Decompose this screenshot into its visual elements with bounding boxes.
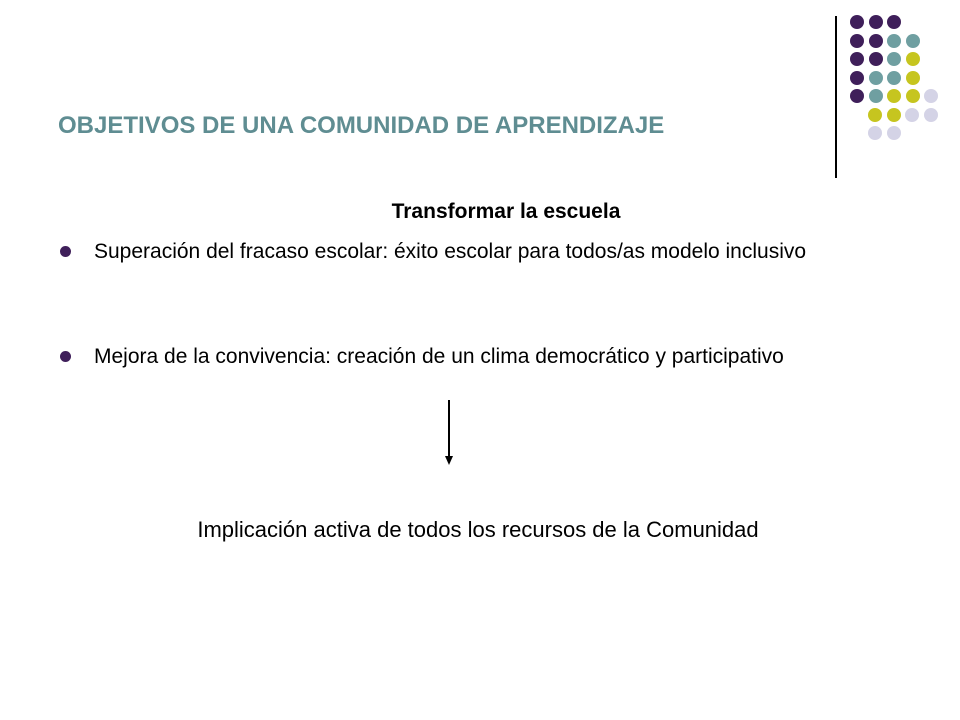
decorative-dot xyxy=(868,108,882,122)
decorative-dot xyxy=(924,108,938,122)
slide-subtitle: Transformar la escuela xyxy=(391,200,621,223)
decorative-dot xyxy=(906,71,920,85)
decorative-dot xyxy=(869,15,883,29)
decorative-dot xyxy=(887,34,901,48)
bullet-text: Mejora de la convivencia: creación de un clima democrático y participativo xyxy=(94,345,784,368)
decorative-dot xyxy=(887,108,901,122)
bullet-dot-icon xyxy=(60,246,71,257)
down-arrow-shaft xyxy=(448,400,450,458)
decorative-dot xyxy=(850,52,864,66)
decorative-dot xyxy=(869,52,883,66)
bullet-item xyxy=(60,238,820,265)
decorative-dot xyxy=(869,71,883,85)
bullet-text: Superación del fracaso escolar: éxito escolar para todos/as modelo inclusivo xyxy=(94,240,807,263)
bullet-item xyxy=(60,343,820,370)
conclusion-text: Implicación activa de todos los recursos de la Comunidad xyxy=(197,517,759,542)
decorative-dot xyxy=(850,15,864,29)
decorative-dot xyxy=(887,15,901,29)
decorative-dot xyxy=(850,34,864,48)
slide-title: OBJETIVOS DE UNA COMUNIDAD DE APRENDIZAJE xyxy=(58,112,665,139)
decorative-dot xyxy=(887,126,901,140)
decorative-dot xyxy=(887,52,901,66)
decorative-dot xyxy=(869,89,883,103)
down-arrow-icon xyxy=(445,456,453,465)
decorative-dot xyxy=(850,89,864,103)
decorative-dot xyxy=(906,34,920,48)
decorative-dot xyxy=(850,71,864,85)
decorative-dot xyxy=(905,108,919,122)
decorative-dot xyxy=(924,89,938,103)
vertical-divider xyxy=(835,16,837,178)
bullet-dot-icon xyxy=(60,351,71,362)
decorative-dot xyxy=(887,89,901,103)
decorative-dot xyxy=(868,126,882,140)
decorative-dot xyxy=(869,34,883,48)
decorative-dot-grid xyxy=(0,0,960,200)
decorative-dot xyxy=(906,89,920,103)
decorative-dot xyxy=(906,52,920,66)
decorative-dot xyxy=(887,71,901,85)
